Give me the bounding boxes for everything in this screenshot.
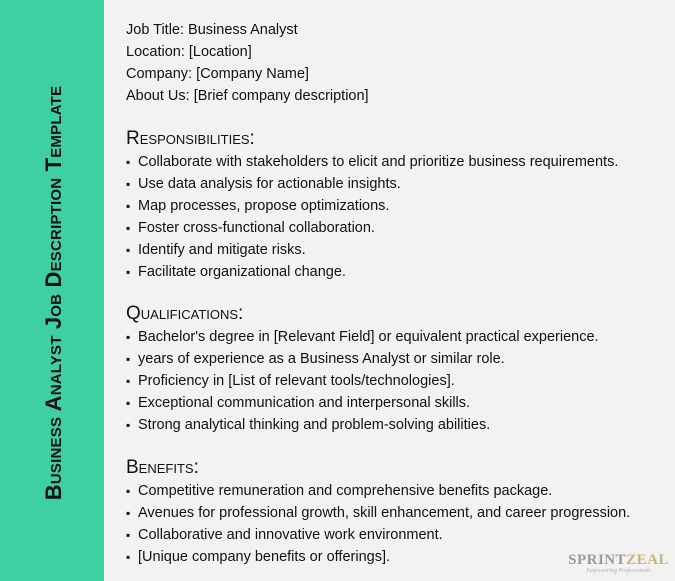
list-item-text: Map processes, propose optimizations.: [138, 198, 390, 214]
bullet-icon: ▪: [126, 330, 131, 344]
list-item-text: Collaborate with stakeholders to elicit and prioritize business requirements.: [138, 154, 619, 170]
bullet-icon: ▪: [126, 484, 131, 498]
list-item-text: Exceptional communication and interpersonal skills.: [138, 395, 471, 411]
list-item: [126, 239, 618, 261]
list-item-text: Collaborative and innovative work environment.: [138, 527, 443, 543]
list-item: [126, 502, 630, 524]
list-item: [126, 173, 618, 195]
responsibilities-heading: Responsibilities:: [126, 128, 255, 149]
logo-tagline: Empowering Professionals: [586, 568, 651, 574]
list-item: [126, 151, 618, 173]
list-item-text: Competitive remuneration and comprehensive benefits package.: [138, 483, 553, 499]
list-item: [126, 546, 630, 568]
sprintzeal-logo: [568, 553, 669, 575]
vertical-page-title: Business Analyst Job Description Template: [41, 85, 66, 501]
bullet-icon: ▪: [126, 352, 131, 366]
sidebar-band: [0, 0, 104, 581]
job-title-line: Job Title: Business Analyst: [126, 22, 298, 38]
list-item: [126, 326, 599, 348]
bullet-icon: ▪: [126, 155, 131, 169]
list-item: [126, 348, 599, 370]
bullet-icon: ▪: [126, 177, 131, 191]
list-item: [126, 217, 618, 239]
location-line: Location: [Location]: [126, 44, 252, 60]
list-item: [126, 480, 630, 502]
bullet-icon: ▪: [126, 528, 131, 542]
bullet-icon: ▪: [126, 243, 131, 257]
benefits-list: [126, 480, 630, 568]
list-item-text: Proficiency in [List of relevant tools/technologies].: [138, 373, 455, 389]
bullet-icon: ▪: [126, 265, 131, 279]
list-item: [126, 195, 618, 217]
qualifications-section: [126, 302, 599, 436]
company-line: Company: [Company Name]: [126, 66, 309, 82]
list-item-text: years of experience as a Business Analyst or similar role.: [138, 351, 505, 367]
benefits-heading: Benefits:: [126, 457, 199, 478]
qualifications-heading: Qualifications:: [126, 303, 244, 324]
list-item-text: Foster cross-functional collaboration.: [138, 220, 375, 236]
logo-wordmark: [568, 553, 669, 568]
job-meta: [126, 19, 666, 107]
responsibilities-section: [126, 127, 618, 283]
bullet-icon: ▪: [126, 199, 131, 213]
bullet-icon: ▪: [126, 550, 131, 564]
list-item: [126, 414, 599, 436]
benefits-section: [126, 456, 630, 568]
responsibilities-list: [126, 151, 618, 283]
list-item-text: Use data analysis for actionable insights.: [138, 176, 401, 192]
list-item: [126, 392, 599, 414]
logo-name-part2: ZEAL: [626, 552, 669, 568]
list-item-text: [Unique company benefits or offerings].: [138, 549, 391, 565]
logo-name-part1: SPRINT: [568, 552, 627, 568]
list-item-text: Avenues for professional growth, skill enhancement, and career progression.: [138, 505, 631, 521]
list-item-text: Identify and mitigate risks.: [138, 242, 306, 258]
list-item-text: Bachelor's degree in [Relevant Field] or equivalent practical experience.: [138, 329, 599, 345]
list-item: [126, 524, 630, 546]
list-item-text: Facilitate organizational change.: [138, 264, 346, 280]
bullet-icon: ▪: [126, 418, 131, 432]
bullet-icon: ▪: [126, 221, 131, 235]
bullet-icon: ▪: [126, 396, 131, 410]
list-item: [126, 370, 599, 392]
bullet-icon: ▪: [126, 506, 131, 520]
list-item-text: Strong analytical thinking and problem-solving abilities.: [138, 417, 491, 433]
qualifications-list: [126, 326, 599, 436]
bullet-icon: ▪: [126, 374, 131, 388]
about-us-line: About Us: [Brief company description]: [126, 88, 369, 104]
list-item: [126, 261, 618, 283]
